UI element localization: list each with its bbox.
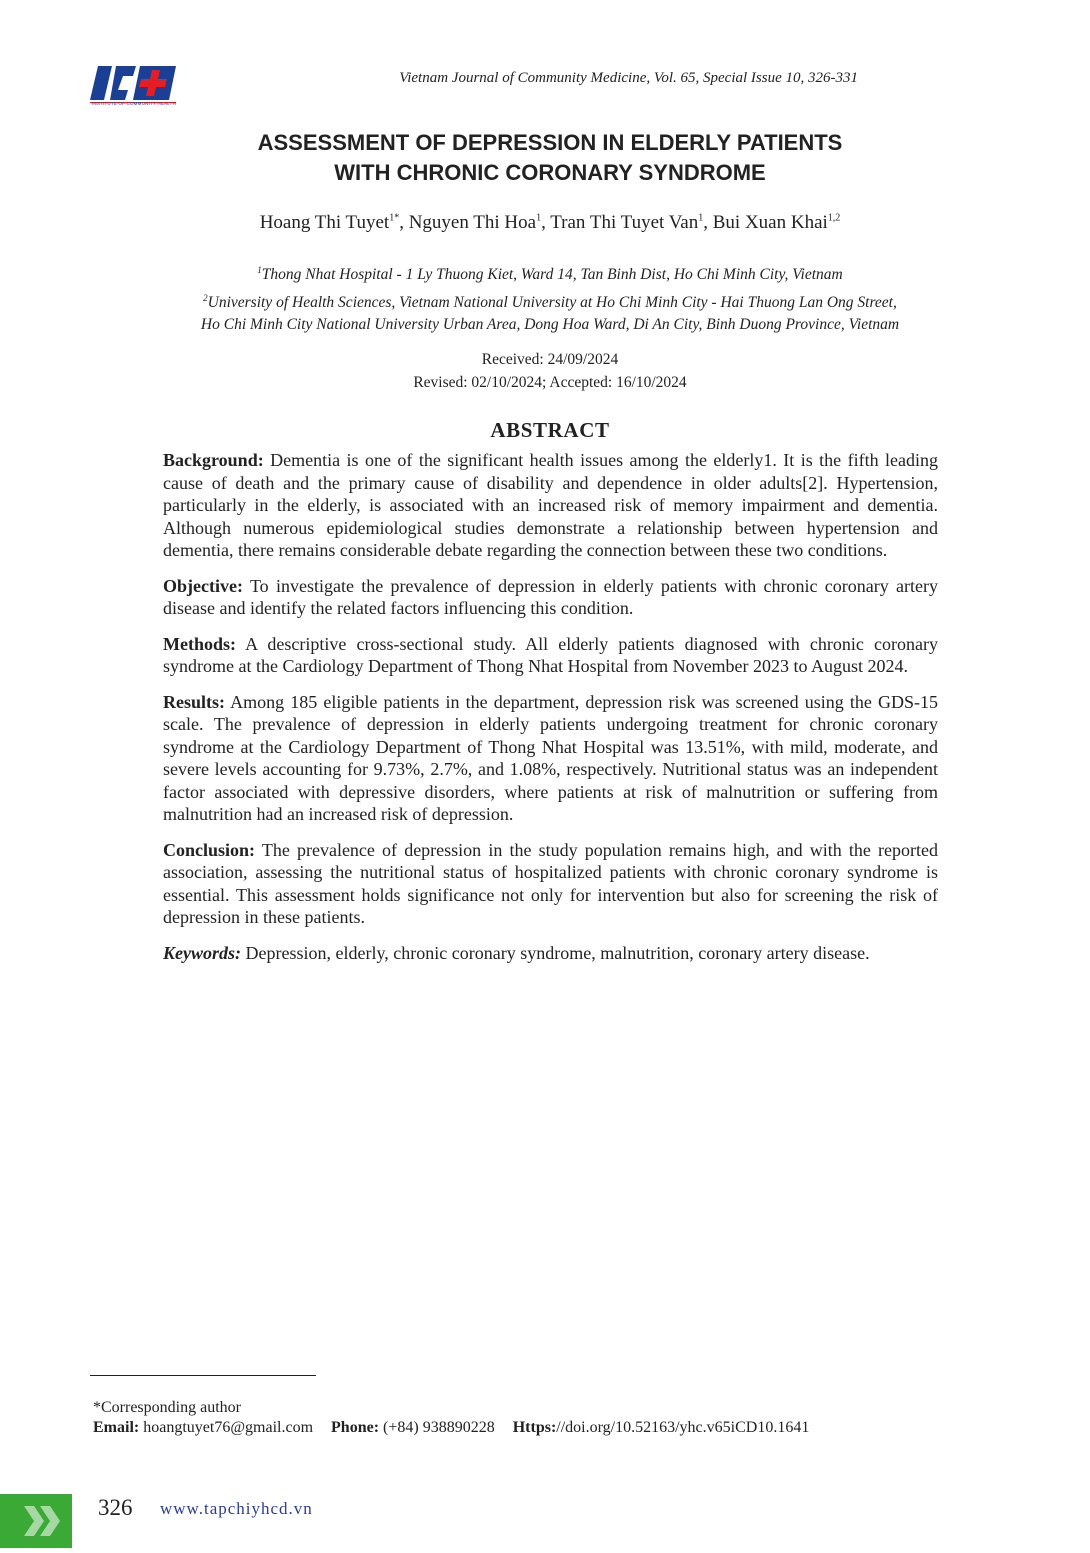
website-link[interactable]: www.tapchiyhcd.vn bbox=[160, 1499, 313, 1518]
article-dates bbox=[0, 349, 1090, 394]
footnote-divider bbox=[90, 1375, 316, 1376]
abstract-objective bbox=[163, 575, 938, 620]
abstract-keywords bbox=[163, 942, 938, 965]
contact-line bbox=[93, 1417, 809, 1439]
logo-caption: INSTITUTE OF COMMUNITY HEALTH bbox=[91, 101, 177, 106]
abstract-heading: ABSTRACT bbox=[490, 418, 610, 442]
affiliation-mark: 1 bbox=[257, 265, 262, 275]
section-text: Among 185 eligible patients in the department, depression risk was screened using the GDS-15 scale. The prevalence of depression in elderly patients undergoing treatment for chronic coronary syndrome at the Cardiology Department of Thong Nhat Hospital was 13.51%, with mild, moderate, and severe levels accounting for 9.73%, 2.7%, and 1.08%, respectively. Nutritional status was an independent factor associated with depressive disorders, where patients at risk of malnutrition or suffering from malnutrition had an increased risk of depression. bbox=[163, 691, 938, 824]
author-affiliation-mark: 1* bbox=[389, 212, 400, 224]
section-text: To investigate the prevalence of depression in elderly patients with chronic coronary artery disease and identify the related factors influencing this condition. bbox=[163, 575, 938, 618]
footer-green-tab bbox=[0, 1494, 72, 1548]
section-label: Results: bbox=[163, 691, 225, 712]
journal-citation: Vietnam Journal of Community Medicine, Vol. 65, Special Issue 10, 326-331 bbox=[399, 70, 858, 86]
section-label: Conclusion: bbox=[163, 839, 256, 860]
affiliation-2 bbox=[0, 287, 1090, 315]
keywords-label: Keywords: bbox=[163, 942, 241, 963]
abstract-background bbox=[163, 449, 938, 562]
phone-number: (+84) 938890228 bbox=[379, 1419, 495, 1436]
article-title bbox=[0, 128, 1090, 188]
abstract-results bbox=[163, 691, 938, 826]
revised-accepted-date: Revised: 02/10/2024; Accepted: 16/10/2024 bbox=[413, 373, 687, 391]
affiliation-text: Thong Nhat Hospital - 1 Ly Thuong Kiet, Ward 14, Tan Binh Dist, Ho Chi Minh City, Vietnam bbox=[261, 266, 843, 284]
affiliations bbox=[0, 259, 1090, 337]
affiliation-text: University of Health Sciences, Vietnam National University at Ho Chi Minh City - Hai Thuong Lan Ong Street, bbox=[207, 293, 897, 311]
section-label: Methods: bbox=[163, 633, 236, 654]
doi-label: Https: bbox=[512, 1419, 557, 1436]
author-name: Hoang Thi Tuyet bbox=[259, 212, 390, 233]
keywords-text: Depression, elderly, chronic coronary syndrome, malnutrition, coronary artery disease. bbox=[241, 942, 870, 963]
phone-label: Phone: bbox=[331, 1419, 380, 1436]
section-text: Dementia is one of the significant health issues among the elderly1. It is the fifth leading cause of death and the primary cause of disability and dependence in older adults[2]. Hypertension, particularly in the elderly, is associated with an increased risk of memory impairment and dementia. Although numerous epidemiological studies demonstrate a relationship between hypertension and dementia, there remains considerable debate regarding the connection between these two conditions. bbox=[163, 450, 938, 560]
section-label: Objective: bbox=[163, 575, 243, 596]
section-text: The prevalence of depression in the study population remains high, and with the reported association, assessing the nutritional status of hospitalized patients with chronic coronary syndrome is essential. This assessment holds significance not only for intervention but also for screening the risk of depression in these patients. bbox=[163, 839, 938, 927]
affiliation-2-continued: Ho Chi Minh City National University Urban Area, Dong Hoa Ward, Di An City, Binh Duong Province, Vietnam bbox=[200, 316, 900, 334]
received-date: Received: 24/09/2024 bbox=[481, 351, 619, 368]
abstract-methods bbox=[163, 633, 938, 678]
author-affiliation-mark: 1 bbox=[536, 212, 542, 224]
section-text: A descriptive cross-sectional study. All elderly patients diagnosed with chronic coronary syndrome at the Cardiology Department of Thong Nhat Hospital from November 2023 to August 2024. bbox=[163, 633, 938, 676]
email-link[interactable]: hoangtuyet76@gmail.com bbox=[139, 1419, 314, 1436]
author-list: Hoang Thi Tuyet$^{1*}$, Nguyen Thi Hoa$^1$, Tran Thi Tuyet Van$^1$, Bui Xuan Khai$^{1,2}$ bbox=[259, 212, 841, 233]
author-name: Nguyen Thi Hoa bbox=[408, 212, 537, 233]
author-affiliation-mark: 1 bbox=[698, 212, 704, 224]
email-label: Email: bbox=[93, 1419, 140, 1436]
section-label: Background: bbox=[163, 450, 264, 470]
double-chevron-right-icon bbox=[0, 1494, 72, 1548]
corresponding-author-note: *Corresponding author bbox=[93, 1399, 241, 1416]
doi-link[interactable]: //doi.org/10.52163/yhc.v65iCD10.1641 bbox=[556, 1419, 810, 1436]
author-affiliation-mark: 1,2 bbox=[827, 212, 841, 224]
affiliation-1 bbox=[0, 259, 1090, 287]
abstract-conclusion bbox=[163, 839, 938, 929]
page-number: 326 bbox=[98, 1495, 133, 1520]
title-line-2: WITH CHRONIC CORONARY SYNDROME bbox=[334, 160, 766, 185]
abstract-body bbox=[163, 449, 938, 977]
title-line-1: ASSESSMENT OF DEPRESSION IN ELDERLY PATIENTS bbox=[257, 130, 843, 155]
author-name: Tran Thi Tuyet Van bbox=[550, 212, 699, 233]
author-name: Bui Xuan Khai bbox=[712, 212, 828, 233]
affiliation-mark: 2 bbox=[203, 292, 208, 303]
